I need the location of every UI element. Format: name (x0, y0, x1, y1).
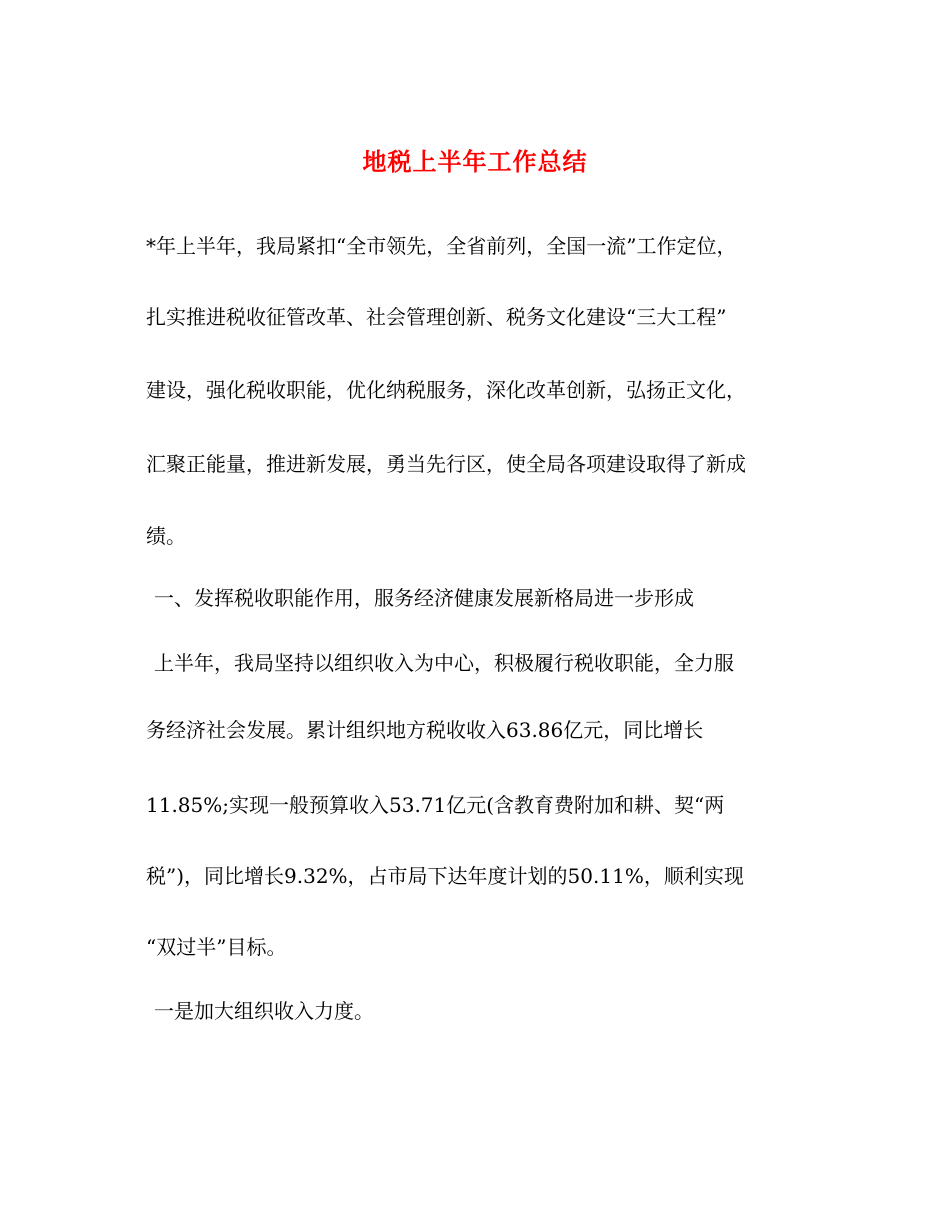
paragraph-line: 税”)，同比增长9.32%，占市局下达年度计划的50.11%，顺利实现 (146, 864, 744, 888)
paragraph-line: 扎实推进税收征管改革、社会管理创新、税务文化建设“三大工程” (146, 305, 727, 329)
paragraph-line: 一是加大组织收入力度。 (154, 999, 374, 1023)
section-heading: 一、发挥税收职能作用，服务经济健康发展新格局进一步形成 (154, 586, 694, 610)
paragraph-line: 绩。 (146, 524, 186, 548)
paragraph-line: 11.85%;实现一般预算收入53.71亿元(含教育费附加和耕、契“两 (146, 793, 725, 817)
paragraph-line: “双过半”目标。 (146, 935, 287, 959)
paragraph-line: 汇聚正能量，推进新发展，勇当先行区，使全局各项建设取得了新成 (146, 452, 746, 476)
document-title: 地税上半年工作总结 (362, 147, 588, 176)
paragraph-line: *年上半年，我局紧扣“全市领先，全省前列，全国一流”工作定位， (146, 234, 737, 258)
paragraph-line: 建设，强化税收职能，优化纳税服务，深化改革创新，弘扬正文化， (146, 378, 746, 402)
paragraph-line: 上半年，我局坚持以组织收入为中心，积极履行税收职能，全力服 (154, 651, 734, 675)
paragraph-line: 务经济社会发展。累计组织地方税收收入63.86亿元，同比增长 (146, 718, 704, 742)
